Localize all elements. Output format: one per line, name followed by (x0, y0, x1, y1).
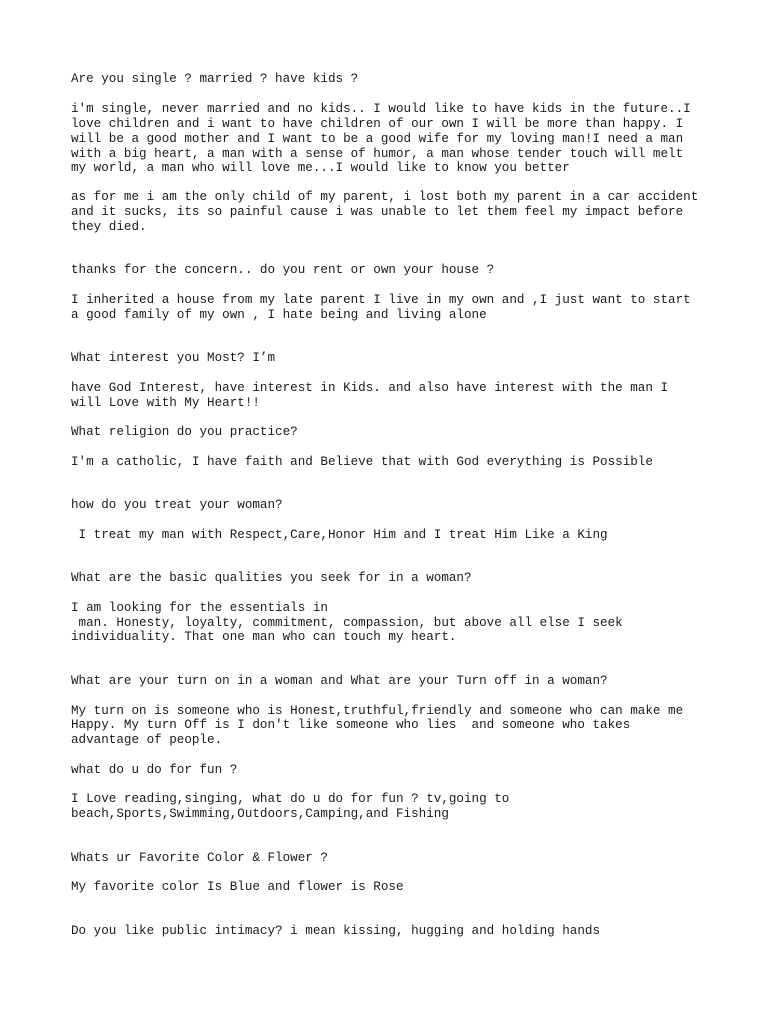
question-house: thanks for the concern.. do you rent or own your house ? (71, 263, 495, 277)
answer-line: and it sucks, its so painful cause i was unable to let them feel my impact before (71, 205, 684, 219)
answer-line: love children and i want to have children of our own I will be more than happy. I (71, 117, 684, 131)
answer-line: My turn on is someone who is Honest,truthful,friendly and someone who can make me (71, 704, 684, 718)
question-treat-woman: how do you treat your woman? (71, 498, 283, 512)
answer-line: will be a good mother and I want to be a good wife for my loving man!I need a man (71, 132, 684, 146)
answer-line: as for me i am the only child of my parent, i lost both my parent in a car accident (71, 190, 699, 204)
answer-line: I treat my man with Respect,Care,Honor Him and I treat Him Like a King (71, 528, 608, 542)
answer-line: advantage of people. (71, 733, 223, 747)
answer-line: beach,Sports,Swimming,Outdoors,Camping,and Fishing (71, 807, 449, 821)
question-interest: What interest you Most? I’m (71, 351, 276, 365)
answer-line: I Love reading,singing, what do u do for fun ? tv,going to (71, 792, 510, 806)
question-qualities: What are the basic qualities you seek for in a woman? (71, 571, 472, 585)
answer-line: man. Honesty, loyalty, commitment, compassion, but above all else I seek (71, 616, 623, 630)
question-religion: What religion do you practice? (71, 425, 298, 439)
answer-line: My favorite color Is Blue and flower is Rose (71, 880, 404, 894)
answer-line: they died. (71, 220, 147, 234)
answer-line: a good family of my own , I hate being and living alone (71, 308, 487, 322)
question-fun: what do u do for fun ? (71, 763, 238, 777)
question-favorite-color: Whats ur Favorite Color & Flower ? (71, 851, 328, 865)
question-single-married: Are you single ? married ? have kids ? (71, 72, 359, 86)
question-public-intimacy: Do you like public intimacy? i mean kissing, hugging and holding hands (71, 924, 601, 938)
answer-line: i'm single, never married and no kids.. I would like to have kids in the future..I (71, 102, 691, 116)
answer-line: Happy. My turn Off is I don't like someone who lies and someone who takes (71, 718, 631, 732)
answer-line: I am looking for the essentials in (71, 601, 328, 615)
answer-line: I inherited a house from my late parent I live in my own and ,I just want to start (71, 293, 691, 307)
answer-line: I'm a catholic, I have faith and Believe that with God everything is Possible (71, 455, 653, 469)
answer-line: with a big heart, a man with a sense of humor, a man whose tender touch will melt (71, 147, 684, 161)
answer-line: my world, a man who will love me...I would like to know you better (71, 161, 570, 175)
answer-line: will Love with My Heart!! (71, 396, 260, 410)
answer-line: individuality. That one man who can touch my heart. (71, 630, 457, 644)
answer-line: have God Interest, have interest in Kids. and also have interest with the man I (71, 381, 669, 395)
question-turn-on-off: What are your turn on in a woman and What are your Turn off in a woman? (71, 674, 608, 688)
